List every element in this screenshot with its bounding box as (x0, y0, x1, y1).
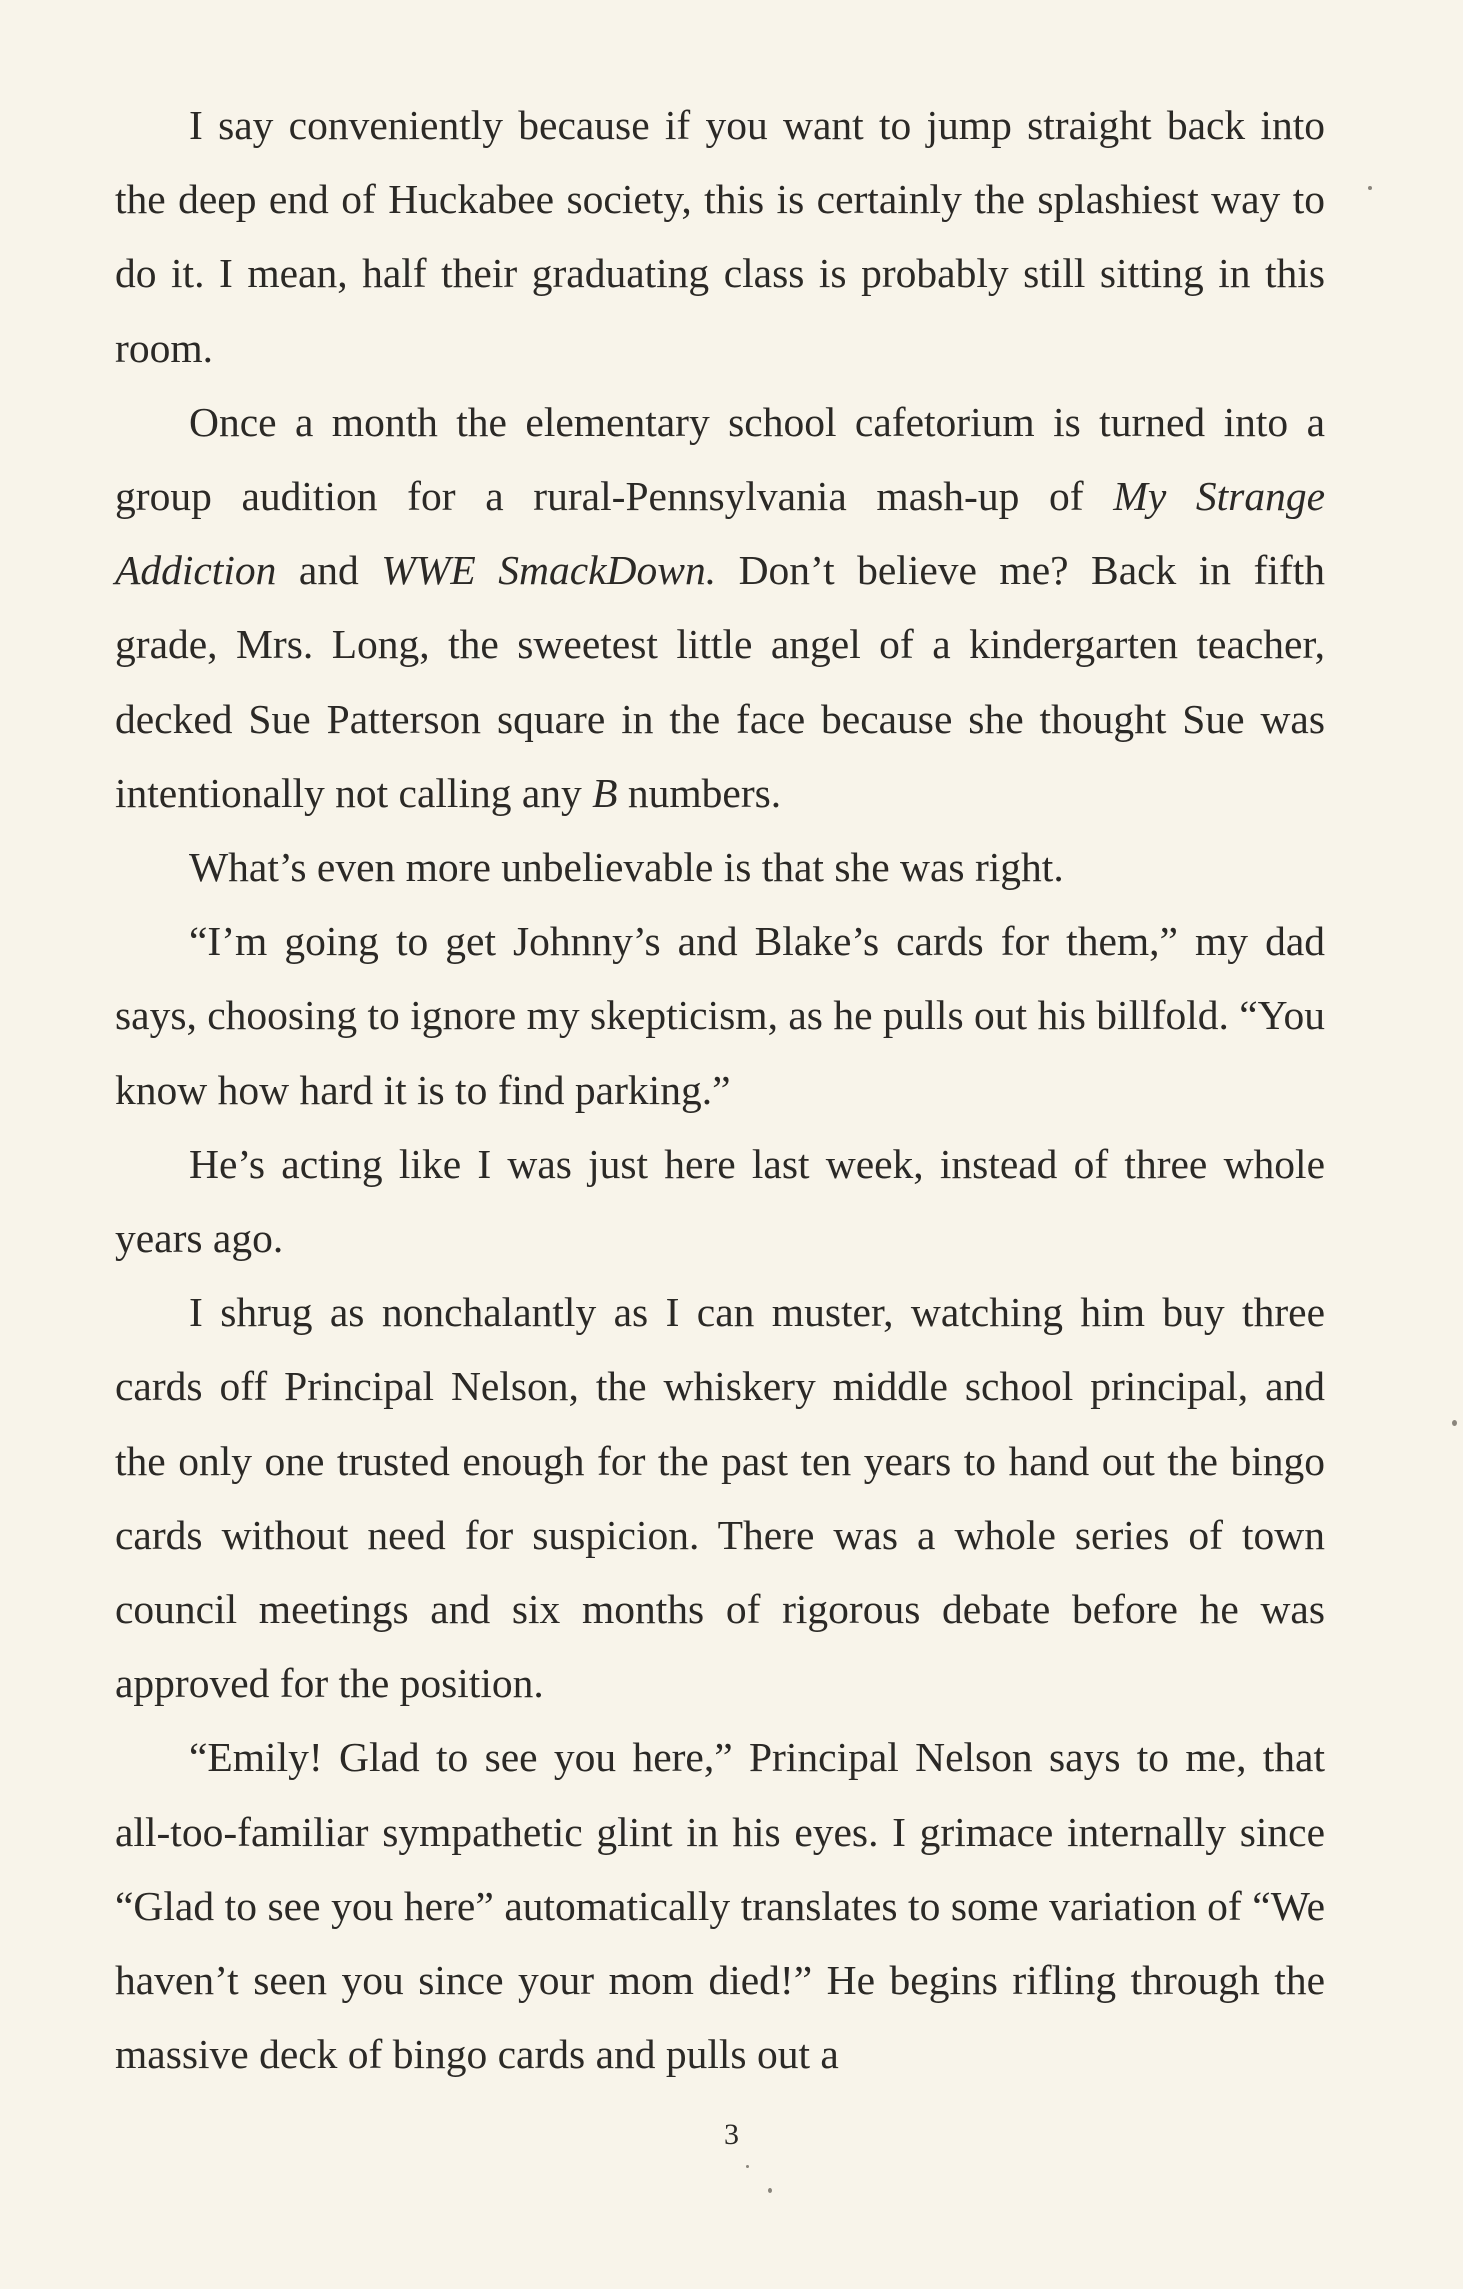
paper-speck (1452, 1420, 1457, 1426)
text-run: Don’t believe me? Back in fifth grade, Mrs. Long, the sweetest little angel of a kindergarten teacher, decked Sue Patterson square in the face because she thought Sue was intentionally not calling any (115, 547, 1325, 816)
paragraph (115, 385, 1325, 830)
paragraph (115, 830, 1325, 904)
text-run: What’s even more unbelievable is that she was right. (189, 844, 1064, 891)
text-run: I shrug as nonchalantly as I can muster, watching him buy three cards off Principal Nelson, the whiskery middle school principal, and the only one trusted enough for the past ten years to hand out the bingo cards without need for suspicion. There was a whole series of town council meetings and six months of rigorous debate before he was approved for the position. (115, 1289, 1325, 1707)
show-title-italic: WWE SmackDown. (381, 547, 717, 594)
paper-speck (1368, 186, 1372, 190)
text-run: “Emily! Glad to see you here,” Principal Nelson says to me, that all-too-familiar sympathetic glint in his eyes. I grimace internally since “Glad to see you here” automatically translates to some variation of “We haven’t seen you since your mom died!” He begins rifling through the massive deck of bingo cards and pulls out a (115, 1734, 1325, 2078)
show-title-italic: My Strange Addiction (115, 473, 1326, 594)
text-run: He’s acting like I was just here last week, instead of three whole years ago. (115, 1140, 1325, 1262)
text-run: and (276, 547, 382, 594)
paragraph (115, 1127, 1325, 1275)
body-text (115, 88, 1325, 2091)
paragraph (115, 88, 1325, 385)
text-run: I say conveniently because if you want to jump straight back into the deep end of Huckabee society, this is certainly the splashiest way to do it. I mean, half their graduating class is probably still sitting in this room. (115, 102, 1325, 371)
paragraph (115, 1720, 1325, 2091)
text-run: Once a month the elementary school cafetorium is turned into a group audition for a rural-Pennsylvania mash-up of (115, 398, 1325, 520)
paper-speck (768, 2188, 772, 2193)
text-run: “I’m going to get Johnny’s and Blake’s cards for them,” my dad says, choosing to ignore my skepticism, as he pulls out his billfold. “You know how hard it is to find parking.” (115, 918, 1325, 1113)
paper-speck (746, 2165, 749, 2168)
text-run: numbers. (617, 769, 782, 816)
letter-italic: B (592, 769, 618, 816)
paragraph (115, 1275, 1325, 1720)
page-number: 3 (724, 2118, 739, 2151)
paragraph (115, 904, 1325, 1127)
